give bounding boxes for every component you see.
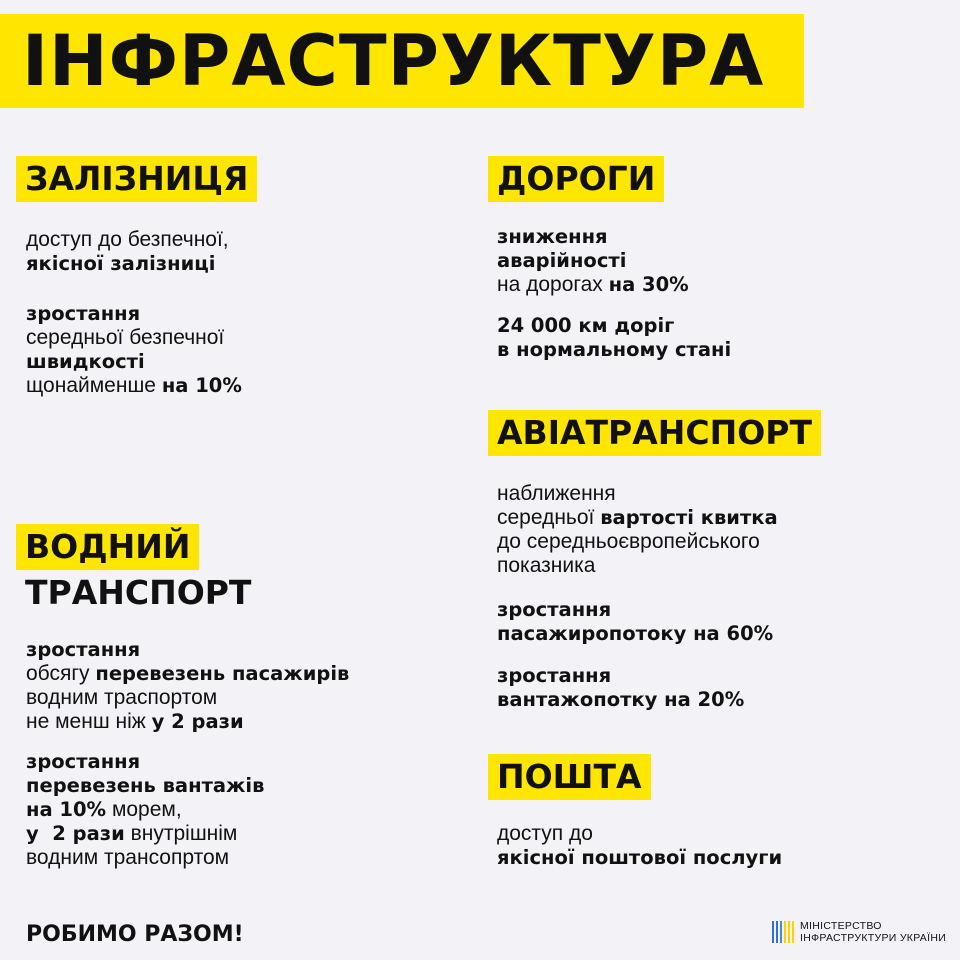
rail-text xyxy=(26,228,242,398)
rail-p2-line2: середньої безпечної xyxy=(26,326,225,349)
aviation-p1-line3: до середньоєвропейського xyxy=(497,530,760,553)
water-text xyxy=(26,638,349,870)
rail-section xyxy=(16,156,257,202)
water-p2-line1: зростання xyxy=(26,750,141,773)
footer-slogan: РОБИМО РАЗОМ! xyxy=(26,922,244,947)
water-p1-line2b: перевезень пасажирів xyxy=(95,662,350,685)
roads-p1-line3a: на дорогах xyxy=(497,273,609,296)
logo-line2: ІНФРАСТРУКТУРИ УКРАЇНИ xyxy=(800,932,947,944)
aviation-p2-line2: пасажиропотоку на 60% xyxy=(497,622,774,645)
logo-line1: МІНІСТЕРСТВО xyxy=(800,920,882,932)
water-heading-line1: ВОДНИЙ xyxy=(16,524,199,570)
rail-p2-line3: швидкості xyxy=(26,350,145,373)
rail-p2-line4a: щонайменше xyxy=(26,374,162,397)
water-p2-line2: перевезень вантажів xyxy=(26,774,265,797)
aviation-p3-line1: зростання xyxy=(497,664,612,687)
logo-bar xyxy=(772,921,774,943)
aviation-section xyxy=(488,410,821,456)
ministry-logo xyxy=(772,920,946,944)
rail-p2-line1: зростання xyxy=(26,302,141,325)
post-p1-line1: доступ до xyxy=(497,822,593,845)
rail-p1-line2: якісної залізниці xyxy=(26,252,216,275)
aviation-heading: АВІАТРАНСПОРТ xyxy=(488,410,821,456)
water-p1-line2a: обсягу xyxy=(26,662,96,685)
water-p1-line4a: не менш ніж xyxy=(26,710,152,733)
aviation-p3-line2: вантажопотку на 20% xyxy=(497,688,745,711)
water-p2-line3a: на 10% xyxy=(26,798,107,821)
rail-p1-line1: доступ до безпечної, xyxy=(26,228,229,251)
aviation-p1-line1: наближення xyxy=(497,482,616,505)
aviation-p2-line1: зростання xyxy=(497,598,612,621)
post-p1-line2: якісної поштової послуги xyxy=(497,846,783,869)
water-section xyxy=(16,524,260,616)
water-p1-line1: зростання xyxy=(26,638,141,661)
water-p2-line5: водним трансопртом xyxy=(26,846,230,869)
logo-bar xyxy=(780,921,782,943)
logo-bar xyxy=(788,921,790,943)
water-p1-line4b: у 2 рази xyxy=(151,710,244,733)
aviation-text xyxy=(497,482,778,712)
logo-bar xyxy=(792,921,794,943)
roads-text xyxy=(497,225,731,362)
aviation-p1-line2a: середньої xyxy=(497,506,601,529)
ministry-bars-icon xyxy=(772,921,794,943)
rail-p2-line4b: на 10% xyxy=(161,374,242,397)
water-heading-line2: ТРАНСПОРТ xyxy=(25,573,252,612)
roads-p2-line1: 24 000 км доріг xyxy=(497,314,675,337)
roads-section xyxy=(488,156,664,202)
roads-heading: ДОРОГИ xyxy=(488,156,664,202)
roads-p1-line2: аварійності xyxy=(497,249,627,272)
aviation-p1-line4: показника xyxy=(497,554,596,577)
water-p2-line4a: у 2 рази xyxy=(26,822,125,845)
roads-p1-line1: зниження xyxy=(497,225,608,248)
post-heading: ПОШТА xyxy=(488,754,651,800)
post-text xyxy=(497,822,782,870)
water-p2-line4b: внутрішнім xyxy=(124,822,238,845)
water-p2-line3b: морем, xyxy=(106,798,182,821)
rail-heading: ЗАЛІЗНИЦЯ xyxy=(16,156,257,202)
roads-p1-line3b: на 30% xyxy=(608,273,689,296)
aviation-p1-line2b: вартості квитка xyxy=(600,506,778,529)
page-title: ІНФРАСТРУКТУРА xyxy=(0,14,804,108)
logo-bar xyxy=(784,921,786,943)
roads-p2-line2: в нормальному стані xyxy=(497,338,732,361)
post-section xyxy=(488,754,651,800)
water-p1-line3: водним траспортом xyxy=(26,686,218,709)
logo-bar xyxy=(776,921,778,943)
